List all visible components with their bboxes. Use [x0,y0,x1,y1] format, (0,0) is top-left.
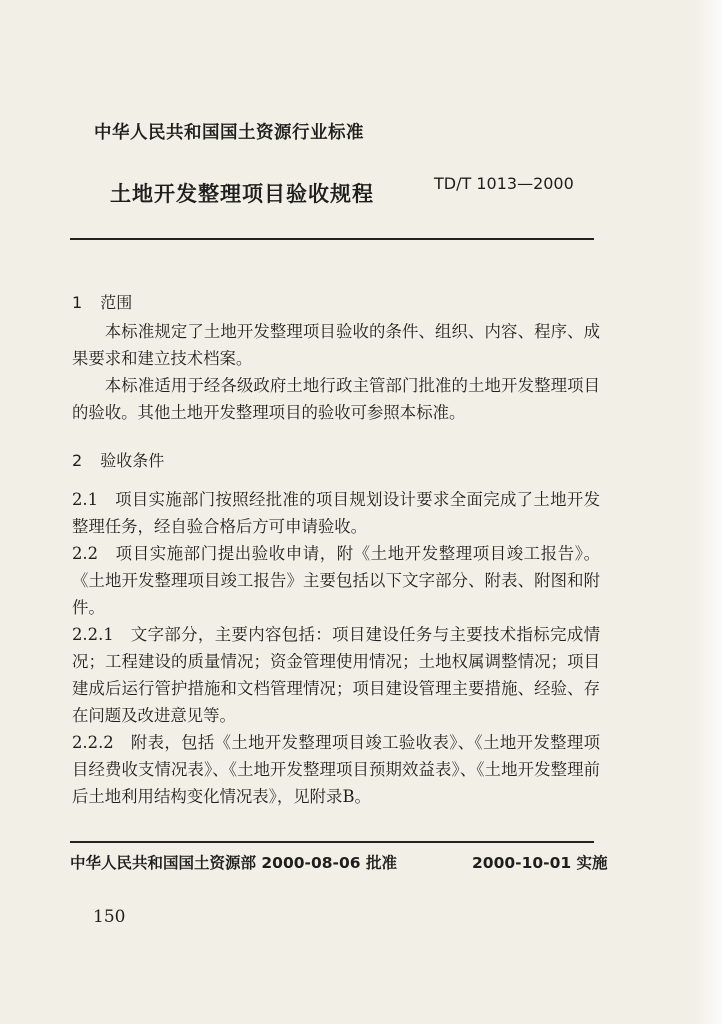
page-edge [696,0,722,1024]
approval-line: 中华人民共和国国土资源部 2000-08-06 批准 [70,854,397,872]
paragraph: 2.2 项目实施部门提出验收申请，附《土地开发整理项目竣工报告》。《土地开发整理项目竣工报告》主要包括以下文字部分、附表、附图和附件。 [72,544,600,617]
standard-code: TD/T 1013—2000 [434,174,574,193]
section-number: 2 [72,451,83,470]
section-number: 1 [72,293,83,312]
industry-standard-label: 中华人民共和国国土资源行业标准 [94,123,364,143]
document-title: 土地开发整理项目验收规程 [110,182,374,206]
implementation-date: 2000-10-01 实施 [472,854,608,872]
paragraph: 2.2.1 文字部分，主要内容包括：项目建设任务与主要技术指标完成情况；工程建设的质量情况；资金管理使用情况；土地权属调整情况；项目建成后运行管护措施和文档管理情况；项目建设管理主要措施、经验、存在问题及改进意见等。 [72,625,600,725]
paragraph: 本标准适用于经各级政府土地行政主管部门批准的土地开发整理项目的验收。其他土地开发整理项目的验收可参照本标准。 [72,376,600,422]
paragraph: 本标准规定了土地开发整理项目验收的条件、组织、内容、程序、成果要求和建立技术档案。 [72,322,600,368]
section-title: 验收条件 [100,451,165,470]
page-number: 150 [93,907,126,927]
footer-divider [70,841,594,843]
section-title: 范围 [100,293,133,312]
section-heading-conditions [72,448,182,471]
header-divider [70,238,594,240]
section-heading-scope [72,290,150,313]
paragraph: 2.1 项目实施部门按照经批准的项目规划设计要求全面完成了土地开发整理任务，经自验合格后方可申请验收。 [72,490,600,536]
paragraph: 2.2.2 附表，包括《土地开发整理项目竣工验收表》、《土地开发整理项目经费收支情况表》、《土地开发整理项目预期效益表》、《土地开发整理前后土地利用结构变化情况表》，见附录B。 [72,733,600,806]
